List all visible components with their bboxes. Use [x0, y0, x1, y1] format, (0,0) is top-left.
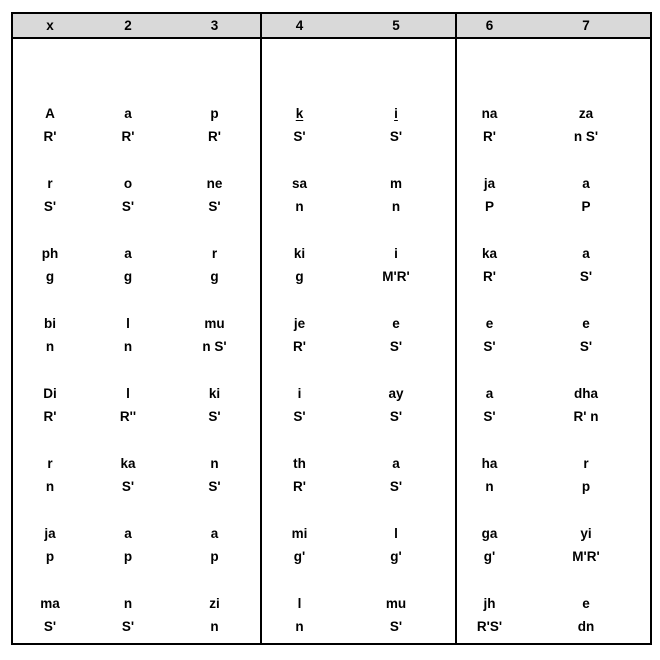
notation-text: R'S' — [476, 619, 503, 634]
syllable-text: m — [389, 176, 402, 191]
column-header: 4 — [295, 18, 304, 33]
notation-text: g' — [390, 549, 402, 564]
table-cell — [457, 172, 522, 242]
notation-text: p — [123, 549, 133, 564]
syllable-text: ki — [208, 386, 221, 401]
table-header-row — [13, 14, 650, 39]
syllable-text: e — [582, 316, 590, 331]
table-cell — [87, 172, 169, 242]
syllable-text: na — [481, 106, 498, 121]
table-cell — [337, 592, 455, 643]
notation-text: n — [45, 479, 55, 494]
syllable-text: a — [124, 106, 132, 121]
table-cell — [522, 592, 650, 643]
table-cell — [457, 522, 522, 592]
notation-text: S' — [389, 339, 403, 354]
column-header: x — [46, 18, 54, 33]
syllable-text: l — [126, 386, 130, 401]
table-cell — [262, 452, 337, 522]
notation-text: g — [295, 269, 304, 284]
syllable-text: ma — [40, 596, 60, 611]
notation-text: n S' — [202, 339, 227, 354]
header-group-3 — [455, 14, 650, 37]
syllable-text: a — [392, 456, 400, 471]
table-cell — [522, 102, 650, 172]
syllable-text: zi — [209, 596, 220, 611]
syllable-text: e — [582, 596, 590, 611]
header-group-1 — [13, 14, 260, 37]
table-cell — [169, 452, 260, 522]
syllable-text: i — [394, 106, 398, 121]
syllable-text: bi — [44, 316, 56, 331]
syllable-text: sa — [291, 176, 308, 191]
table-cell — [457, 242, 522, 312]
notation-text: n — [485, 479, 494, 494]
table-cell — [457, 102, 522, 172]
table-cell — [169, 242, 260, 312]
syllable-text: o — [123, 176, 133, 191]
syllable-text: k — [295, 106, 304, 121]
syllable-text: th — [293, 456, 306, 471]
notation-text: R' — [208, 129, 221, 144]
syllable-text: r — [583, 456, 589, 471]
header-group-2 — [260, 14, 455, 37]
column-header: 2 — [124, 18, 132, 33]
table-cell — [13, 452, 87, 522]
syllable-text: jh — [483, 596, 496, 611]
syllable-text: p — [210, 106, 219, 121]
syllable-text: a — [210, 526, 219, 541]
notation-text: R' — [121, 129, 135, 144]
syllable-text: dha — [573, 386, 598, 401]
syllable-text: ph — [41, 246, 59, 261]
notation-text: S' — [483, 409, 496, 424]
table-cell — [522, 242, 650, 312]
table-cell — [337, 522, 455, 592]
notation-text: S' — [293, 409, 306, 424]
table-cell — [87, 452, 169, 522]
notation-text: S' — [389, 479, 403, 494]
notation-text: S' — [121, 199, 135, 214]
table-cell — [337, 452, 455, 522]
notation-text: S' — [579, 269, 593, 284]
body-group-3 — [455, 39, 650, 643]
notation-text: n — [391, 199, 401, 214]
table-body — [13, 39, 650, 643]
notation-text: p — [581, 479, 591, 494]
syllable-text: je — [293, 316, 306, 331]
table-cell — [169, 382, 260, 452]
table-cell — [13, 382, 87, 452]
table-cell — [262, 382, 337, 452]
syllable-text: ki — [293, 246, 306, 261]
notation-text: S' — [389, 129, 403, 144]
notation-text: M'R' — [382, 269, 410, 284]
notation-text: R' — [43, 409, 57, 424]
notation-text: P — [581, 199, 591, 214]
column-header: 3 — [210, 18, 219, 33]
syllable-text: i — [394, 246, 398, 261]
table-cell — [169, 312, 260, 382]
table-cell — [13, 592, 87, 643]
table-cell — [262, 522, 337, 592]
syllable-text: A — [45, 106, 55, 121]
table-cell — [87, 102, 169, 172]
table-cell — [522, 382, 650, 452]
syllable-text: mi — [291, 526, 308, 541]
syllable-text: i — [297, 386, 302, 401]
notation-text: S' — [208, 479, 221, 494]
syllable-text: a — [582, 176, 590, 191]
syllable-text: ga — [481, 526, 498, 541]
notation-text: n — [123, 339, 133, 354]
body-group-1 — [13, 39, 260, 643]
syllable-text: a — [582, 246, 590, 261]
table-cell — [457, 452, 522, 522]
table-cell — [13, 242, 87, 312]
syllable-text: ha — [481, 456, 498, 471]
notation-text: S' — [579, 339, 593, 354]
notation-text: g — [123, 269, 133, 284]
table-cell — [262, 172, 337, 242]
notation-text: S' — [389, 619, 403, 634]
table-cell — [13, 102, 87, 172]
notation-text: S' — [293, 129, 306, 144]
table-cell — [457, 592, 522, 643]
table-cell — [87, 382, 169, 452]
notation-text: R'' — [119, 409, 137, 424]
table-cell — [13, 312, 87, 382]
syllable-text: e — [485, 316, 494, 331]
syllable-text: a — [485, 386, 494, 401]
syllable-text: ja — [483, 176, 496, 191]
table-cell — [337, 242, 455, 312]
table-cell — [337, 102, 455, 172]
syllable-text: Di — [43, 386, 57, 401]
syllable-text: l — [297, 596, 302, 611]
table-cell — [522, 312, 650, 382]
notation-text: R' — [293, 339, 306, 354]
notation-text: n — [295, 619, 304, 634]
notation-text: g — [210, 269, 219, 284]
notation-text: S' — [483, 339, 496, 354]
body-group-2 — [260, 39, 455, 643]
table-cell — [169, 172, 260, 242]
column-header: 7 — [582, 18, 590, 33]
notation-text: g — [45, 269, 55, 284]
syllable-text: a — [124, 246, 132, 261]
notation-text: R' n — [573, 409, 599, 424]
table-cell — [87, 312, 169, 382]
syllable-text: r — [211, 246, 218, 261]
notation-text: S' — [43, 199, 57, 214]
notation-text: dn — [577, 619, 595, 634]
notation-text: p — [45, 549, 55, 564]
syllable-text: r — [47, 176, 53, 191]
table-cell — [169, 102, 260, 172]
notation-table — [11, 12, 652, 645]
syllable-text: l — [394, 526, 398, 541]
notation-text: g' — [483, 549, 496, 564]
table-cell — [262, 102, 337, 172]
notation-text: R' — [293, 479, 306, 494]
syllable-text: l — [126, 316, 130, 331]
notation-text: P — [484, 199, 494, 214]
syllable-text: ka — [120, 456, 136, 471]
table-cell — [262, 592, 337, 643]
notation-text: g' — [293, 549, 306, 564]
table-cell — [262, 312, 337, 382]
notation-text: R' — [483, 129, 496, 144]
notation-text: R' — [483, 269, 496, 284]
table-cell — [13, 522, 87, 592]
syllable-text: a — [124, 526, 132, 541]
notation-text: n — [210, 619, 219, 634]
syllable-text: r — [47, 456, 53, 471]
table-cell — [337, 172, 455, 242]
syllable-text: n — [210, 456, 219, 471]
column-header: 5 — [392, 18, 400, 33]
table-cell — [13, 172, 87, 242]
syllable-text: e — [392, 316, 400, 331]
table-cell — [522, 452, 650, 522]
notation-text: S' — [121, 479, 135, 494]
syllable-text: za — [578, 106, 594, 121]
syllable-text: ne — [206, 176, 223, 191]
notation-text: p — [210, 549, 219, 564]
table-cell — [337, 312, 455, 382]
table-cell — [522, 522, 650, 592]
syllable-text: ja — [44, 526, 56, 541]
notation-text: S' — [389, 409, 403, 424]
table-cell — [457, 312, 522, 382]
syllable-text: ka — [481, 246, 498, 261]
notation-text: S' — [208, 409, 221, 424]
table-cell — [87, 592, 169, 643]
syllable-text: mu — [204, 316, 225, 331]
notation-text: R' — [43, 129, 57, 144]
notation-text: n S' — [573, 129, 599, 144]
syllable-text: ay — [388, 386, 404, 401]
table-cell — [169, 592, 260, 643]
syllable-text: n — [123, 596, 133, 611]
column-header: 6 — [485, 18, 494, 33]
notation-text: n — [45, 339, 55, 354]
table-cell — [457, 382, 522, 452]
table-cell — [87, 522, 169, 592]
notation-text: S' — [43, 619, 57, 634]
notation-text: n — [295, 199, 304, 214]
notation-text: M'R' — [572, 549, 600, 564]
table-cell — [337, 382, 455, 452]
table-cell — [522, 172, 650, 242]
notation-text: S' — [121, 619, 135, 634]
notation-text: S' — [208, 199, 221, 214]
syllable-text: mu — [385, 596, 407, 611]
table-cell — [169, 522, 260, 592]
table-cell — [87, 242, 169, 312]
table-cell — [262, 242, 337, 312]
syllable-text: yi — [580, 526, 592, 541]
